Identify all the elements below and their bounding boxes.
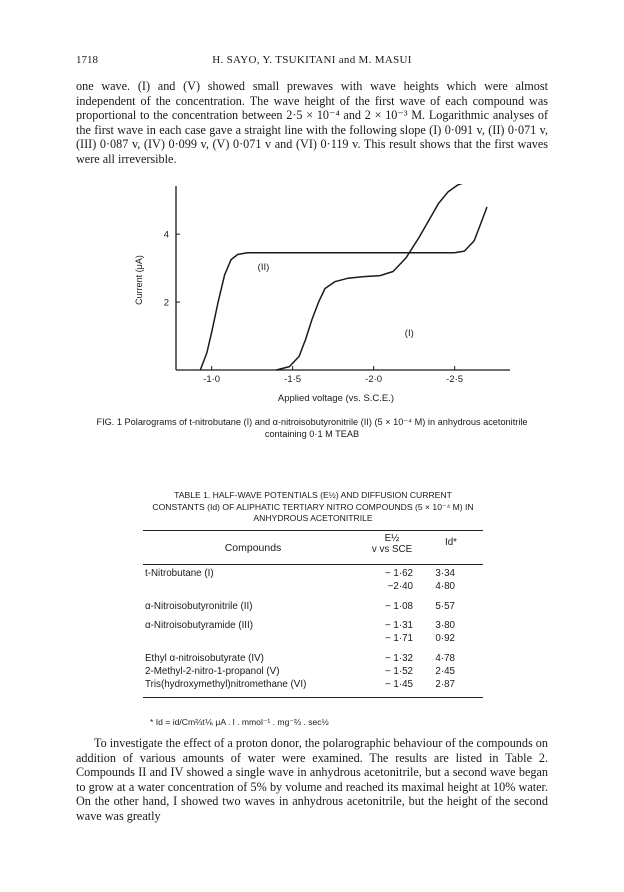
body-paragraph-1: one wave. (I) and (V) showed small prewaves with wave heights which were almost independent of the concentration. The wave height of the first wave of each compound was proportional to the concentration between 2·5 × 10⁻⁴ and 2 × 10⁻³ M. Logarithmic analyses of the first wave in each case gave a straight line with the following slope (I) 0·091 v, (II) 0·071 v, (III) 0·087 v, (IV) 0·099 v, (V) 0·071 v and (VI) 0·119 v. This result shows that the first waves were all irreversible. [76, 79, 548, 166]
table-row [143, 666, 483, 679]
id-cell: 0·92 [435, 633, 455, 645]
running-head-authors: H. SAYO, Y. TSUKITANI and M. MASUI [212, 54, 412, 66]
x-tick-label: -1·0 [203, 374, 221, 385]
id-cell: 2·45 [435, 665, 455, 677]
table-row [143, 568, 483, 581]
e-half-cell: − 1·52 [384, 665, 413, 677]
id-cell: 3·80 [435, 620, 455, 632]
id-cell: 4·80 [435, 580, 455, 592]
table-body [143, 565, 483, 697]
table-row [143, 601, 483, 614]
id-cell: 4·78 [435, 652, 455, 664]
compound-cell: Ethyl α-nitroisobutyrate (IV) [145, 652, 264, 664]
e-half-cell: − 1·31 [384, 620, 413, 632]
series-label: (II) [257, 261, 270, 273]
table-row [143, 653, 483, 666]
id-cell: 3·34 [435, 568, 455, 579]
table-row [143, 620, 483, 633]
table-footnote: * Id = id/Cm⅔t⅙ μA . l . mmol⁻¹ . mg⁻⅔ . sec½ [150, 717, 329, 727]
y-axis-label: Current (μA) [134, 255, 144, 305]
compound-cell: 2-Methyl-2-nitro-1-propanol (V) [145, 665, 280, 677]
compound-cell: Tris(hydroxymethyl)nitromethane (VI) [145, 678, 307, 690]
header-compounds: Compounds [224, 542, 282, 554]
series-label: (I) [404, 328, 414, 340]
e-half-cell: −2·40 [387, 580, 413, 592]
series-line-2 [200, 207, 487, 370]
body-paragraph-2: To investigate the effect of a proton donor, the polarographic behaviour of the compounds on addition of various amounts of water were examined. The results are listed in Table 2. Compounds II and IV showed a single wave in anhydrous acetonitrile, but a second wave began to grow at a water concentration of 5% by volume and reached its maximal height at 10% water. On the other hand, I showed two waves in anhydrous acetonitrile, but the height of the second wave was greatly [76, 736, 548, 823]
e-half-cell: − 1·45 [384, 678, 413, 690]
y-tick-label: 2 [163, 297, 169, 309]
x-tick-label: -2·0 [365, 374, 383, 385]
header-e-half [361, 533, 423, 555]
table-header [143, 531, 483, 564]
header-e-half-units: v vs SCE [371, 544, 413, 555]
id-cell: 2·87 [435, 678, 455, 690]
series-line-1 [276, 184, 487, 370]
data-table [143, 530, 483, 698]
polarogram-chart [120, 184, 520, 416]
e-half-cell: − 1·71 [384, 633, 413, 645]
table-caption: TABLE 1. HALF-WAVE POTENTIALS (E½) AND DIFFUSION CURRENT CONSTANTS (Id) OF ALIPHATIC TERTIARY NITRO COMPOUNDS (5 × 10⁻⁴ M) IN ANHYDROUS ACETONITRILE [152, 490, 474, 523]
e-half-cell: − 1·08 [384, 600, 413, 612]
x-tick-label: -2·5 [446, 374, 464, 385]
table-row [143, 679, 483, 692]
compound-cell: α-Nitroisobutyronitrile (II) [145, 600, 253, 612]
x-axis-label: Applied voltage (vs. S.C.E.) [277, 393, 395, 404]
compound-cell: α-Nitroisobutyramide (III) [145, 620, 254, 632]
x-tick-label: -1·5 [284, 374, 302, 385]
e-half-cell: − 1·62 [384, 568, 413, 579]
y-tick-label: 4 [163, 229, 169, 241]
figure-caption: FIG. 1 Polarograms of t-nitrobutane (I) and α-nitroisobutyronitrile (II) (5 × 10⁻⁴ M) in anhydrous acetonitrile containing 0·1 M TEAB [96, 417, 528, 439]
compound-cell: t-Nitrobutane (I) [145, 568, 214, 579]
e-half-cell: − 1·32 [384, 652, 413, 664]
id-cell: 5·57 [435, 600, 455, 612]
page-number: 1718 [76, 54, 98, 66]
table-row [143, 633, 483, 646]
running-header [76, 54, 548, 70]
table-bottom-rule [143, 697, 483, 698]
table-row [143, 581, 483, 594]
header-id: Id* [445, 537, 457, 548]
header-e-half-symbol: E½ [384, 533, 400, 544]
